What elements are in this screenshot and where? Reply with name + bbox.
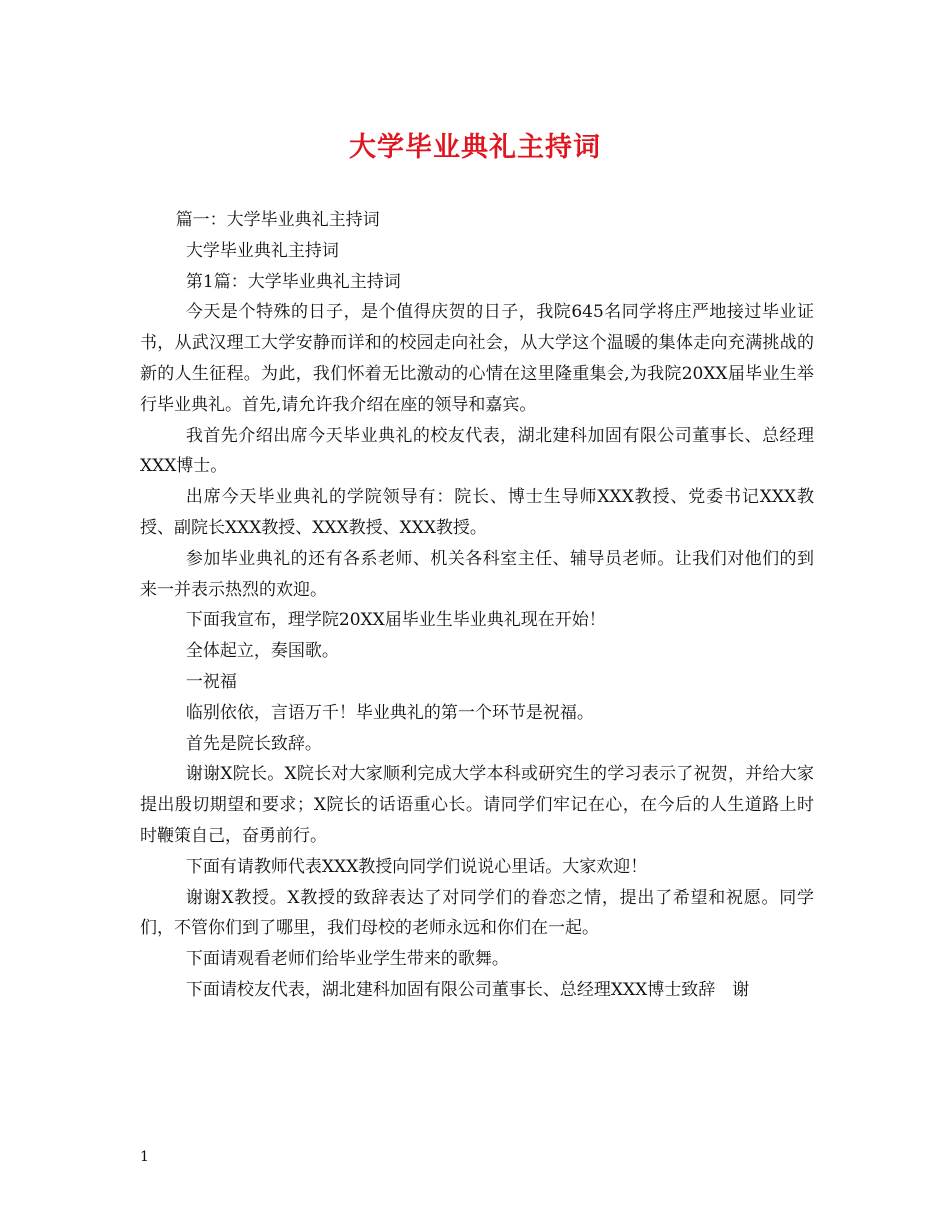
paragraph: 今天是个特殊的日子，是个值得庆贺的日子，我院645名同学将庄严地接过毕业证书，从武汉理工大学安静而详和的校园走向社会，从大学这个温暖的集体走向充满挑战的新的人生征程。为此，我们怀着无比激动的心情在这里隆重集会,为我院20XX届毕业生举行毕业典礼。首先,请允许我介绍在座的领导和嘉宾。 — [140, 302, 814, 415]
paragraph: 出席今天毕业典礼的学院领导有：院长、博士生导师XXX教授、党委书记XXX教授、副院长XXX教授、XXX教授、XXX教授。 — [140, 487, 814, 538]
paragraph: 下面我宣布，理学院20XX届毕业生毕业典礼现在开始！ — [185, 610, 606, 631]
paragraph: 谢谢X教授。X教授的致辞表达了对同学们的眷恋之情，提出了希望和祝愿。同学们，不管你们到了哪里，我们母校的老师永远和你们在一起。 — [140, 887, 814, 939]
paragraph: 谢谢X院长。X院长对大家顺利完成大学本科或研究生的学习表示了祝贺，并给大家提出殷切期望和要求；X院长的话语重心长。请同学们牢记在心，在今后的人生道路上时时鞭策自己，奋勇前行。 — [140, 764, 814, 846]
paragraph: 临别依依，言语万千！毕业典礼的第一个环节是祝福。 — [185, 702, 594, 723]
paragraph: 下面请观看老师们给毕业学生带来的歌舞。 — [185, 949, 509, 970]
paragraph: 全体起立，奏国歌。 — [185, 641, 339, 662]
paragraph: 第1篇：大学毕业典礼主持词 — [185, 271, 401, 292]
paragraph: 参加毕业典礼的还有各系老师、机关各科室主任、辅导员老师。让我们对他们的到来一并表示热烈的欢迎。 — [140, 548, 814, 600]
paragraph: 一祝福 — [185, 671, 237, 692]
paragraph: 下面请校友代表，湖北建科加固有限公司董事长、总经理XXX博士致辞 谢 — [185, 979, 750, 1000]
paragraph: 首先是院长致辞。 — [185, 733, 322, 754]
document-body — [140, 205, 814, 1006]
page-number: 1 — [140, 1149, 149, 1165]
paragraph: 篇一：大学毕业典礼主持词 — [175, 210, 380, 230]
paragraph: 大学毕业典礼主持词 — [185, 240, 339, 261]
document-title: 大学毕业典礼主持词 — [349, 132, 601, 163]
paragraph: 下面有请教师代表XXX教授向同学们说说心里话。大家欢迎！ — [185, 856, 648, 877]
paragraph: 我首先介绍出席今天毕业典礼的校友代表，湖北建科加固有限公司董事长、总经理XXX博士。 — [140, 425, 814, 477]
